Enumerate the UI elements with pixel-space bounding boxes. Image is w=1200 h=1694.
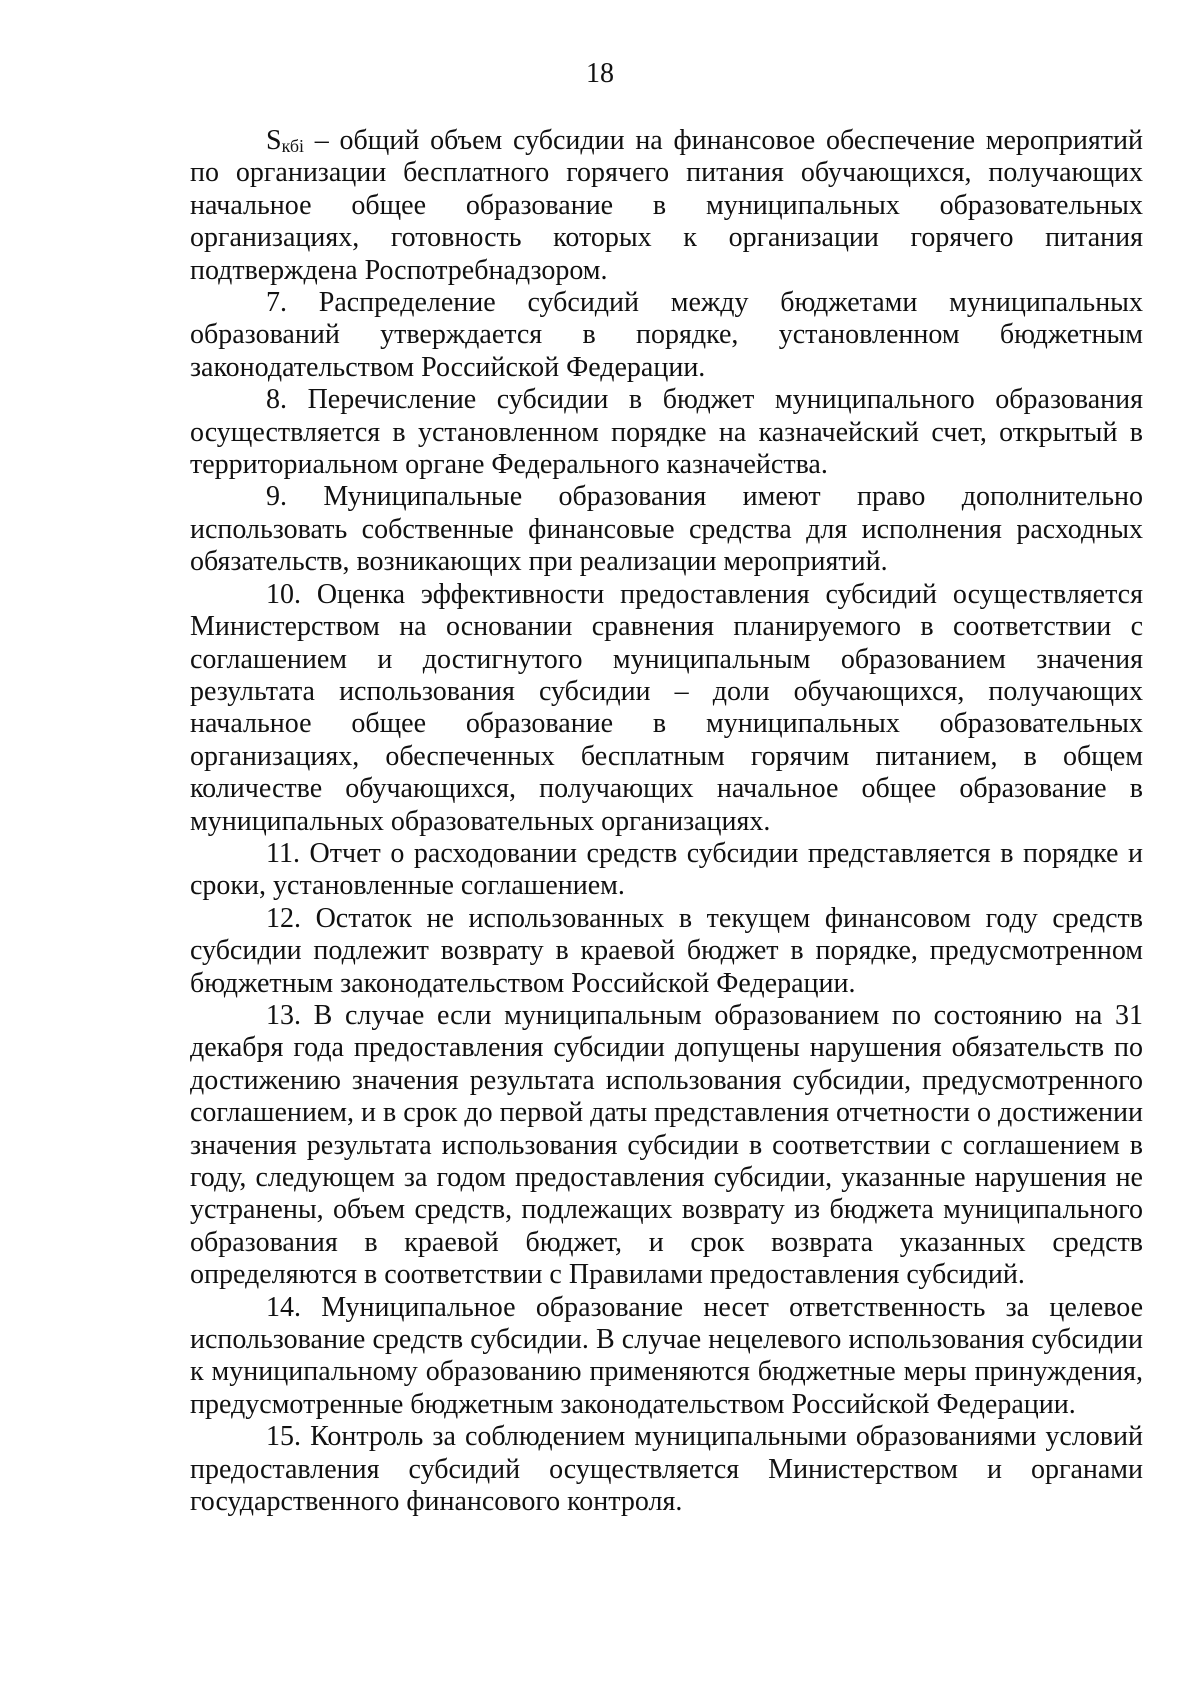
formula-symbol-subscript: кбi <box>281 136 305 156</box>
document-body <box>190 125 1143 1518</box>
paragraph-10: 10. Оценка эффективности предоставления субсидий осуществляется Министерством на основании сравнения планируемого в соответствии с соглашением и достигнутого муниципальным образованием значения результата использования субсидии – доли обучающихся, получающих начальное общее образование в муниципальных образовательных организациях, обеспеченных бесплатным горячим питанием, в общем количестве обучающихся, получающих начальное общее образование в муниципальных образовательных организациях. <box>190 578 1143 837</box>
formula-symbol: S <box>266 125 282 156</box>
definition-text: – общий объем субсидии на финансовое обеспечение мероприятий по организации бесплатного горячего питания обучающихся, получающих начальное общее образование в муниципальных образовательных организациях, готовность которых к организации горячего питания подтверждена Роспотребнадзором. <box>190 125 1143 286</box>
paragraph-7: 7. Распределение субсидий между бюджетами муниципальных образований утверждается в порядке, установленном бюджетным законодательством Российской Федерации. <box>190 287 1143 383</box>
definition-paragraph <box>190 125 1143 287</box>
paragraph-15: 15. Контроль за соблюдением муниципальными образованиями условий предоставления субсидий осуществляется Министерством и органами государственного финансового контроля. <box>190 1421 1143 1518</box>
page-number: 18 <box>586 58 614 89</box>
paragraph-12: 12. Остаток не использованных в текущем финансовом году средств субсидии подлежит возврату в краевой бюджет в порядке, предусмотренном бюджетным законодательством Российской Федерации. <box>190 902 1143 999</box>
paragraph-13: 13. В случае если муниципальным образованием по состоянию на 31 декабря года предоставления субсидии допущены нарушения обязательств по достижению значения результата использования субсидии, предусмотренного соглашением, и в срок до первой даты представления отчетности о достижении значения результата использования субсидии в соответствии с соглашением в году, следующем за годом предоставления субсидии, указанные нарушения не устранены, объем средств, подлежащих возврату из бюджета муниципального образования в краевой бюджет, и срок возврата указанных средств определяются в соответствии с Правилами предоставления субсидий. <box>190 999 1143 1291</box>
paragraph-11: 11. Отчет о расходовании средств субсидии представляется в порядке и сроки, установленные соглашением. <box>190 837 1143 902</box>
paragraph-9: 9. Муниципальные образования имеют право дополнительно использовать собственные финансовые средства для исполнения расходных обязательств, возникающих при реализации мероприятий. <box>190 481 1143 578</box>
paragraph-14: 14. Муниципальное образование несет ответственность за целевое использование средств субсидии. В случае нецелевого использования субсидии к муниципальному образованию применяются бюджетные меры принуждения, предусмотренные бюджетным законодательством Российской Федерации. <box>190 1291 1143 1420</box>
paragraph-8: 8. Перечисление субсидии в бюджет муниципального образования осуществляется в установленном порядке на казначейский счет, открытый в территориальном органе Федерального казначейства. <box>190 384 1143 481</box>
